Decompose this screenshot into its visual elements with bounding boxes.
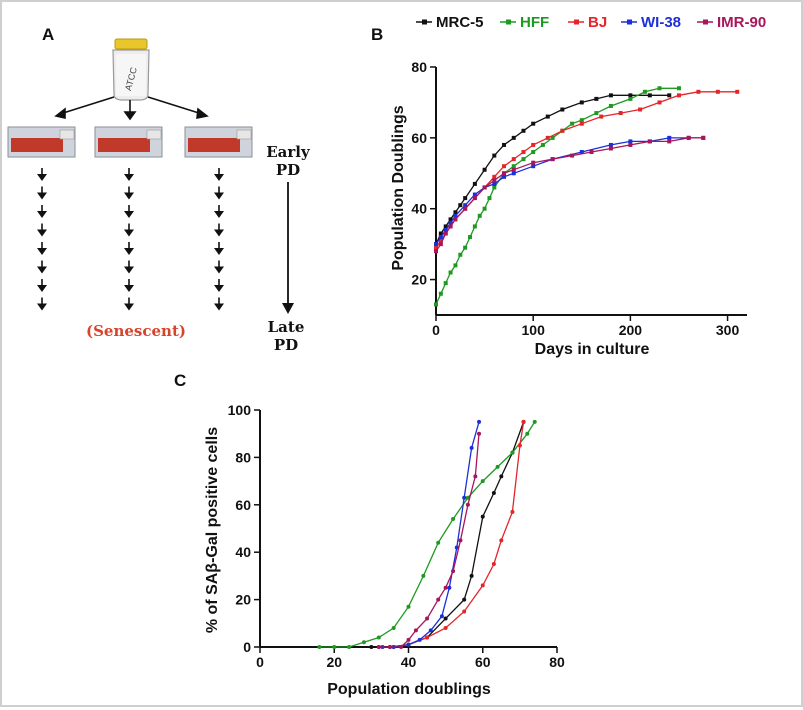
legend-label-hff: HFF bbox=[520, 14, 550, 31]
data-point-mrc-5 bbox=[594, 97, 598, 101]
arrow-down-icon bbox=[214, 168, 224, 181]
data-point-hff bbox=[377, 636, 381, 640]
data-point-hff bbox=[347, 645, 351, 649]
data-point-mrc-5 bbox=[667, 93, 671, 97]
series-line-imr-90 bbox=[379, 434, 479, 647]
data-point-bj bbox=[502, 164, 506, 168]
series-mrc-5 bbox=[369, 420, 525, 649]
legend-item-hff bbox=[500, 14, 549, 31]
data-point-imr-90 bbox=[701, 136, 705, 140]
y-tick-label: 60 bbox=[411, 129, 427, 146]
data-point-wi-38 bbox=[531, 164, 535, 168]
data-point-hff bbox=[496, 465, 500, 469]
data-point-wi-38 bbox=[628, 139, 632, 143]
legend-item-imr-90 bbox=[697, 14, 766, 31]
y-tick-label: 60 bbox=[235, 496, 251, 513]
series-bj bbox=[377, 420, 526, 649]
arrow-down-icon bbox=[214, 242, 224, 255]
atcc-bottle-icon bbox=[113, 39, 149, 100]
data-point-hff bbox=[570, 122, 574, 126]
data-point-imr-90 bbox=[687, 136, 691, 140]
data-point-imr-90 bbox=[477, 432, 481, 436]
data-point-mrc-5 bbox=[512, 136, 516, 140]
data-point-bj bbox=[619, 111, 623, 115]
data-point-bj bbox=[462, 609, 466, 613]
data-point-imr-90 bbox=[473, 474, 477, 478]
arrow-down-icon bbox=[37, 187, 47, 200]
y-tick-label: 100 bbox=[227, 402, 251, 418]
data-point-bj bbox=[512, 157, 516, 161]
data-point-imr-90 bbox=[590, 150, 594, 154]
data-point-hff bbox=[481, 479, 485, 483]
data-point-hff bbox=[451, 517, 455, 521]
data-point-hff bbox=[580, 118, 584, 122]
arrow-down-icon bbox=[214, 279, 224, 292]
panel-b-chart bbox=[371, 14, 766, 358]
senescent-label: (Senescent) bbox=[86, 322, 186, 340]
data-point-bj bbox=[560, 129, 564, 133]
data-point-bj bbox=[499, 538, 503, 542]
data-point-mrc-5 bbox=[492, 154, 496, 158]
x-tick-label: 300 bbox=[715, 322, 740, 338]
panel-c-x-axis-title: Population doublings bbox=[327, 681, 491, 698]
data-point-mrc-5 bbox=[499, 474, 503, 478]
arrow-down-icon bbox=[37, 224, 47, 237]
data-point-hff bbox=[521, 157, 525, 161]
data-point-hff bbox=[332, 645, 336, 649]
arrow-down-icon bbox=[124, 224, 134, 237]
series-line-mrc-5 bbox=[436, 95, 669, 244]
data-point-bj bbox=[492, 175, 496, 179]
data-point-mrc-5 bbox=[483, 168, 487, 172]
data-point-bj bbox=[492, 562, 496, 566]
legend-item-bj bbox=[568, 14, 607, 31]
arrow-down-icon bbox=[37, 205, 47, 218]
series-hff bbox=[434, 86, 681, 306]
data-point-hff bbox=[439, 292, 443, 296]
legend-label-imr-90: IMR-90 bbox=[717, 14, 767, 31]
arrow-down-icon bbox=[124, 298, 134, 311]
late-pd-label-line2: PD bbox=[273, 336, 299, 354]
x-tick-label: 100 bbox=[521, 322, 545, 338]
series-wi-38 bbox=[434, 136, 705, 246]
arrow-down-icon bbox=[37, 168, 47, 181]
data-point-hff bbox=[449, 270, 453, 274]
legend-label-bj: BJ bbox=[588, 14, 608, 31]
data-point-mrc-5 bbox=[648, 93, 652, 97]
data-point-hff bbox=[677, 86, 681, 90]
data-point-imr-90 bbox=[425, 617, 429, 621]
series-line-bj bbox=[436, 92, 737, 248]
data-point-hff bbox=[658, 86, 662, 90]
data-point-imr-90 bbox=[439, 242, 443, 246]
legend-label-wi-38: WI-38 bbox=[641, 14, 682, 31]
data-point-mrc-5 bbox=[580, 100, 584, 104]
series-wi-38 bbox=[381, 420, 482, 649]
y-tick-label: 20 bbox=[235, 591, 251, 608]
data-point-hff bbox=[444, 281, 448, 285]
data-point-hff bbox=[487, 196, 491, 200]
data-point-wi-38 bbox=[512, 171, 516, 175]
data-point-mrc-5 bbox=[492, 491, 496, 495]
x-tick-label: 0 bbox=[256, 654, 264, 670]
data-point-mrc-5 bbox=[546, 115, 550, 119]
panel-b-letter: B bbox=[371, 25, 384, 44]
data-point-hff bbox=[407, 605, 411, 609]
data-point-bj bbox=[677, 93, 681, 97]
panel-c-y-axis-title: % of SAβ-Gal positive cells bbox=[204, 426, 221, 634]
series-bj bbox=[434, 90, 739, 250]
early-pd-label-line1: Early bbox=[266, 143, 310, 161]
data-point-bj bbox=[580, 122, 584, 126]
data-point-hff bbox=[421, 574, 425, 578]
data-point-mrc-5 bbox=[481, 515, 485, 519]
data-point-hff bbox=[436, 541, 440, 545]
series-imr-90 bbox=[377, 432, 481, 649]
data-point-mrc-5 bbox=[462, 598, 466, 602]
legend bbox=[416, 14, 766, 31]
arrow-down-icon bbox=[214, 224, 224, 237]
data-point-bj bbox=[716, 90, 720, 94]
y-tick-label: 80 bbox=[235, 449, 251, 466]
data-point-imr-90 bbox=[388, 645, 392, 649]
data-point-imr-90 bbox=[407, 638, 411, 642]
y-tick-label: 40 bbox=[235, 544, 251, 561]
arrow-down-icon bbox=[37, 261, 47, 274]
legend-swatch-marker bbox=[703, 20, 708, 25]
data-point-imr-90 bbox=[449, 224, 453, 228]
arrow-down-icon bbox=[214, 187, 224, 200]
data-point-imr-90 bbox=[473, 196, 477, 200]
figure-canvas bbox=[2, 2, 801, 705]
x-tick-label: 0 bbox=[432, 322, 440, 338]
arrow-down-icon bbox=[37, 242, 47, 255]
data-point-bj bbox=[518, 444, 522, 448]
legend-label-mrc-5: MRC-5 bbox=[436, 14, 484, 31]
data-point-wi-38 bbox=[440, 614, 444, 618]
data-point-imr-90 bbox=[570, 154, 574, 158]
data-point-mrc-5 bbox=[369, 645, 373, 649]
data-point-hff bbox=[473, 224, 477, 228]
y-tick-label: 80 bbox=[411, 59, 427, 75]
panel-a bbox=[8, 25, 311, 354]
data-point-wi-38 bbox=[447, 586, 451, 590]
data-point-imr-90 bbox=[609, 146, 613, 150]
panel-b-x-axis-title: Days in culture bbox=[534, 341, 650, 358]
data-point-mrc-5 bbox=[521, 129, 525, 133]
late-pd-label-line1: Late bbox=[267, 318, 305, 336]
x-tick-label: 40 bbox=[400, 654, 417, 670]
arrow-down-icon bbox=[124, 187, 134, 200]
panel-b-y-axis-title: Population Doublings bbox=[390, 105, 407, 271]
data-point-wi-38 bbox=[470, 446, 474, 450]
data-point-hff bbox=[492, 185, 496, 189]
data-point-hff bbox=[453, 263, 457, 267]
arrow-down-icon bbox=[124, 168, 134, 181]
data-point-mrc-5 bbox=[458, 203, 462, 207]
data-point-hff bbox=[609, 104, 613, 108]
data-point-hff bbox=[643, 90, 647, 94]
early-pd-label-line2: PD bbox=[275, 161, 301, 179]
legend-swatch-marker bbox=[422, 20, 427, 25]
data-point-wi-38 bbox=[492, 182, 496, 186]
data-point-imr-90 bbox=[463, 207, 467, 211]
data-point-mrc-5 bbox=[463, 196, 467, 200]
data-point-bj bbox=[481, 583, 485, 587]
atcc-label: ATCC bbox=[123, 66, 139, 92]
data-point-hff bbox=[594, 111, 598, 115]
data-point-bj bbox=[425, 636, 429, 640]
data-point-imr-90 bbox=[399, 645, 403, 649]
data-point-wi-38 bbox=[429, 628, 433, 632]
data-point-bj bbox=[444, 626, 448, 630]
passage-arrow-columns bbox=[37, 168, 224, 311]
data-point-hff bbox=[512, 164, 516, 168]
data-point-mrc-5 bbox=[609, 93, 613, 97]
data-point-bj bbox=[531, 143, 535, 147]
data-point-hff bbox=[510, 451, 514, 455]
data-point-wi-38 bbox=[439, 235, 443, 239]
arrow-down-icon bbox=[124, 242, 134, 255]
y-tick-label: 40 bbox=[411, 200, 427, 217]
data-point-imr-90 bbox=[434, 249, 438, 253]
data-point-imr-90 bbox=[483, 185, 487, 189]
data-point-hff bbox=[317, 645, 321, 649]
data-point-hff bbox=[434, 302, 438, 306]
data-point-imr-90 bbox=[667, 139, 671, 143]
y-tick-label: 0 bbox=[243, 639, 251, 655]
data-point-mrc-5 bbox=[470, 574, 474, 578]
culture-flask-middle bbox=[95, 127, 162, 157]
data-point-bj bbox=[599, 115, 603, 119]
data-point-wi-38 bbox=[418, 638, 422, 642]
legend-item-mrc-5 bbox=[416, 14, 484, 31]
arrow-down-icon bbox=[37, 279, 47, 292]
data-point-imr-90 bbox=[628, 143, 632, 147]
data-point-hff bbox=[525, 432, 529, 436]
y-tick-label: 20 bbox=[411, 271, 427, 288]
culture-flask-left bbox=[8, 127, 75, 157]
arrow-down-icon bbox=[124, 279, 134, 292]
data-point-hff bbox=[362, 640, 366, 644]
data-point-hff bbox=[531, 150, 535, 154]
panel-c-letter: C bbox=[174, 371, 187, 390]
arrow-down-icon bbox=[214, 261, 224, 274]
data-point-bj bbox=[546, 136, 550, 140]
data-point-bj bbox=[638, 108, 642, 112]
data-point-imr-90 bbox=[512, 168, 516, 172]
data-point-imr-90 bbox=[531, 161, 535, 165]
data-point-wi-38 bbox=[502, 175, 506, 179]
data-point-imr-90 bbox=[492, 178, 496, 182]
data-point-wi-38 bbox=[477, 420, 481, 424]
data-point-hff bbox=[533, 420, 537, 424]
legend-item-wi-38 bbox=[621, 14, 681, 31]
data-point-imr-90 bbox=[648, 139, 652, 143]
pd-timeline-arrow bbox=[282, 182, 294, 314]
data-point-hff bbox=[541, 143, 545, 147]
culture-flask-right bbox=[185, 127, 252, 157]
data-point-wi-38 bbox=[609, 143, 613, 147]
data-point-hff bbox=[478, 214, 482, 218]
series-mrc-5 bbox=[434, 93, 671, 246]
data-point-hff bbox=[458, 253, 462, 257]
panel-c-plot bbox=[228, 402, 565, 670]
data-point-hff bbox=[392, 626, 396, 630]
data-point-imr-90 bbox=[451, 569, 455, 573]
data-point-mrc-5 bbox=[560, 108, 564, 112]
data-point-imr-90 bbox=[444, 232, 448, 236]
data-point-wi-38 bbox=[434, 242, 438, 246]
data-point-imr-90 bbox=[466, 503, 470, 507]
data-point-hff bbox=[483, 207, 487, 211]
data-point-imr-90 bbox=[436, 598, 440, 602]
arrow-down-icon bbox=[124, 205, 134, 218]
data-point-bj bbox=[735, 90, 739, 94]
data-point-imr-90 bbox=[458, 538, 462, 542]
data-point-mrc-5 bbox=[628, 93, 632, 97]
data-point-mrc-5 bbox=[444, 617, 448, 621]
panel-a-letter: A bbox=[42, 25, 55, 44]
data-point-hff bbox=[468, 235, 472, 239]
series-line-mrc-5 bbox=[371, 422, 523, 647]
data-point-hff bbox=[463, 246, 467, 250]
panel-c-chart bbox=[174, 371, 565, 698]
arrow-down-icon bbox=[124, 261, 134, 274]
data-point-imr-90 bbox=[414, 628, 418, 632]
data-point-mrc-5 bbox=[531, 122, 535, 126]
data-point-bj bbox=[510, 510, 514, 514]
arrow-down-icon bbox=[37, 298, 47, 311]
data-point-bj bbox=[696, 90, 700, 94]
data-point-imr-90 bbox=[502, 171, 506, 175]
series-line-hff bbox=[319, 422, 534, 647]
legend-swatch-marker bbox=[506, 20, 511, 25]
x-tick-label: 20 bbox=[326, 654, 343, 670]
data-point-hff bbox=[628, 97, 632, 101]
data-point-bj bbox=[658, 100, 662, 104]
panel-b-plot bbox=[411, 59, 747, 338]
data-point-imr-90 bbox=[377, 645, 381, 649]
data-point-mrc-5 bbox=[473, 182, 477, 186]
data-point-bj bbox=[522, 420, 526, 424]
arrow-down-icon bbox=[214, 205, 224, 218]
data-point-mrc-5 bbox=[502, 143, 506, 147]
data-point-imr-90 bbox=[551, 157, 555, 161]
data-point-wi-38 bbox=[462, 496, 466, 500]
arrow-down-icon bbox=[214, 298, 224, 311]
x-tick-label: 80 bbox=[549, 654, 565, 670]
legend-swatch-marker bbox=[627, 20, 632, 25]
legend-swatch-marker bbox=[574, 20, 579, 25]
x-tick-label: 60 bbox=[474, 654, 491, 670]
x-tick-label: 200 bbox=[618, 322, 643, 338]
data-point-wi-38 bbox=[407, 643, 411, 647]
data-point-imr-90 bbox=[444, 586, 448, 590]
data-point-imr-90 bbox=[453, 217, 457, 221]
data-point-bj bbox=[521, 150, 525, 154]
data-point-wi-38 bbox=[667, 136, 671, 140]
